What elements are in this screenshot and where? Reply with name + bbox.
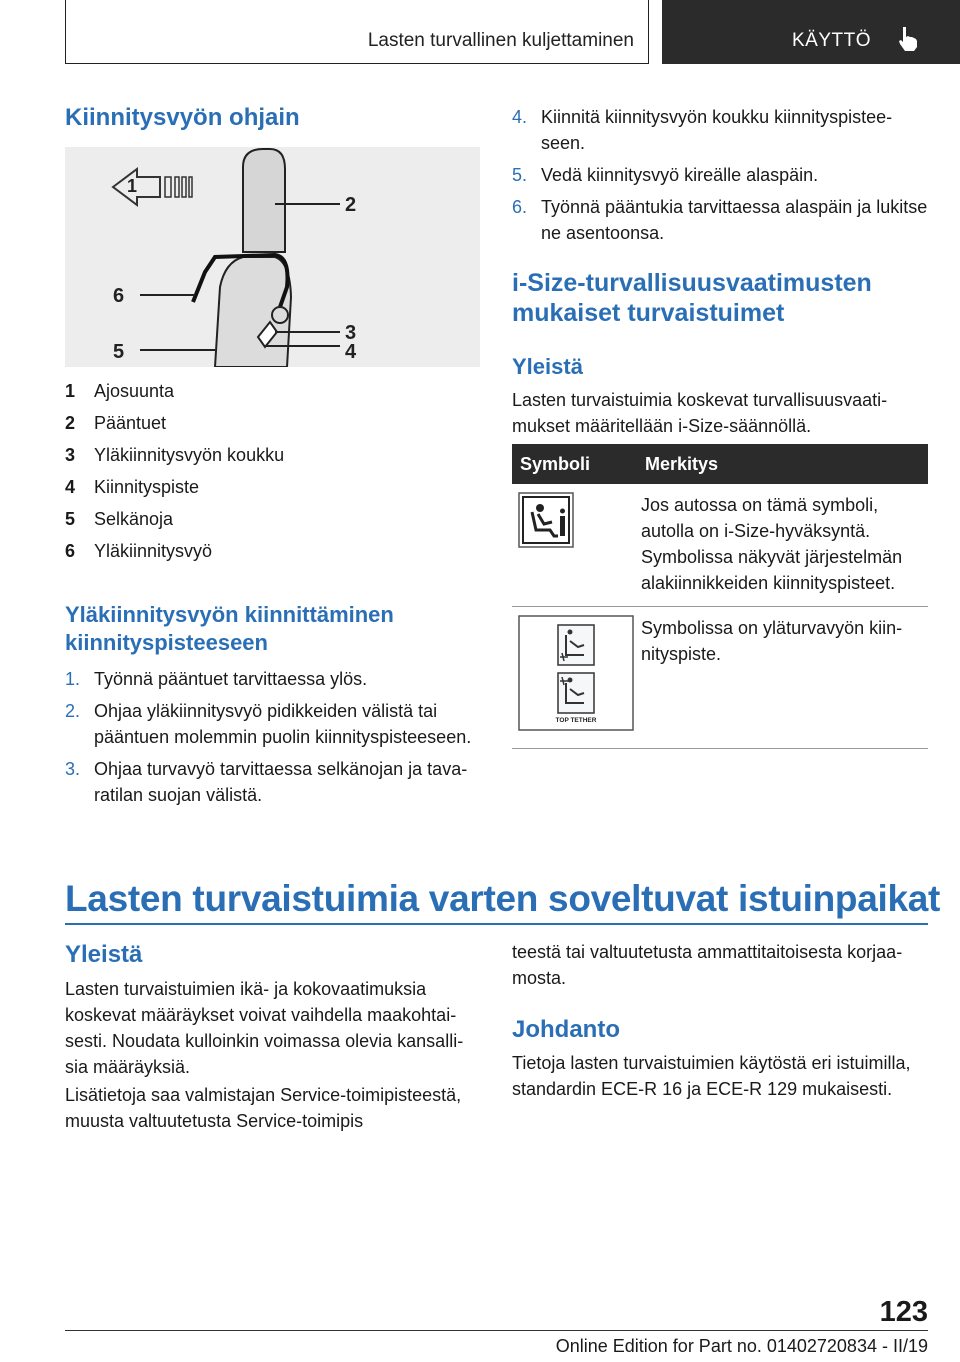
seating-general-para2: Lisätietoja saa valmistajan Service-toimipisteestä, muusta valtuutetusta Service-toimipis (65, 1085, 462, 1131)
step-item: 4. Kiinnitä kiinnitysvyön koukku kiinnityspisteeseen. (512, 107, 893, 153)
step-item: 1. Työnnä pääntuet tarvittaessa ylös. (65, 669, 368, 689)
table-row (512, 607, 928, 749)
symbol-column-header: Symboli (512, 444, 641, 484)
edition-text: Online Edition for Part no. 01402720834 - II/19 (555, 1336, 928, 1356)
pointing-hand-icon (897, 26, 919, 52)
seating-general-para1: Lasten turvaistuimien ikä- ja kokovaatimuksia koskevat määräykset voivat vaihdella maakohtaisesti. Noudata kulloinkin voimassa olevia kansallisia määräyksiä. (65, 979, 464, 1077)
callout-6: 6 (113, 285, 125, 307)
header-section-box (65, 0, 649, 64)
chapter-tab (662, 0, 960, 64)
page-number: 123 (879, 1296, 928, 1328)
step-item: 3. Ohjaa turvavyö tarvittaessa selkänojan ja tavaratilan suojan välistä. (65, 759, 468, 805)
symbol-table (512, 444, 928, 749)
table-row (512, 484, 928, 607)
meaning-column-header: Merkitys (641, 444, 928, 484)
isize-general-text: Lasten turvaistuimia koskevat turvallisuusvaatimukset määritellään i-Size-säännöllä. (512, 390, 888, 436)
legend-item: 1 Ajosuunta (65, 381, 175, 401)
top-tether-label: TOP TETHER (555, 717, 597, 724)
step-item: 5. Vedä kiinnitysvyö kireälle alaspäin. (512, 165, 819, 185)
isize-heading: i-Size-turvallisuusvaatimusten mukaiset turvaistuimet (512, 269, 872, 327)
step-item: 2. Ohjaa yläkiinnitysvyö pidikkeiden välistä tai pääntuen molemmin puolin kiinnityspisteeseen. (65, 701, 472, 747)
step-item: 6. Työnnä pääntukia tarvittaessa alaspäin ja lukitse ne asentoonsa. (512, 197, 928, 243)
section-title: Lasten turvallinen kuljettaminen (367, 30, 634, 51)
legend-item: 2 Pääntuet (65, 413, 167, 433)
seating-general-para2-cont: teestä tai valtuutetusta ammattitaitoisesta korjaamosta. (512, 942, 903, 988)
isize-general-heading: Yleistä (512, 354, 583, 379)
figure-legend (65, 378, 480, 570)
intro-text: Tietoja lasten turvaistuimien käytöstä eri istuimilla, standardin ECE-R 16 ja ECE-R 129 mukaisesti. (512, 1053, 911, 1099)
headrest-illustration (65, 147, 480, 367)
attach-steps (65, 666, 480, 814)
top-tether-meaning: Symbolissa on yläturvavyön kiinnityspiste. (641, 607, 928, 749)
guide-heading: Kiinnitysvyön ohjain (65, 104, 300, 131)
i-size-symbol-icon (518, 492, 574, 548)
intro-heading: Johdanto (512, 1016, 620, 1043)
legend-item: 6 Yläkiinnitysvyö (65, 541, 213, 561)
callout-5: 5 (113, 341, 125, 363)
top-tether-symbol-icon (518, 615, 634, 731)
footer-rule (65, 1330, 928, 1331)
legend-item: 5 Selkänoja (65, 509, 174, 529)
callout-2: 2 (345, 194, 357, 216)
callout-1: 1 (127, 176, 138, 196)
callout-4: 4 (345, 341, 357, 363)
legend-item: 3 Yläkiinnitysvyön koukku (65, 445, 285, 465)
callout-3: 3 (345, 322, 357, 344)
attach-heading: Yläkiinnitysvyön kiinnittäminen kiinnityspisteeseen (65, 602, 394, 655)
section-rule (65, 923, 928, 925)
seating-general-heading: Yleistä (65, 941, 143, 968)
i-size-meaning: Jos autossa on tämä symboli, autolla on i-Size-hyväksyntä. Symbolissa näkyvät järjestelmän alakiinnikkeiden kiinnityspisteet. (641, 484, 928, 607)
seating-section-title: Lasten turvaistuimia varten soveltuvat istuinpaikat (65, 878, 941, 919)
attach-steps-continued (512, 104, 928, 252)
headrest-figure (65, 147, 480, 367)
legend-item: 4 Kiinnityspiste (65, 477, 200, 497)
chapter-label: KÄYTTÖ (792, 30, 872, 51)
